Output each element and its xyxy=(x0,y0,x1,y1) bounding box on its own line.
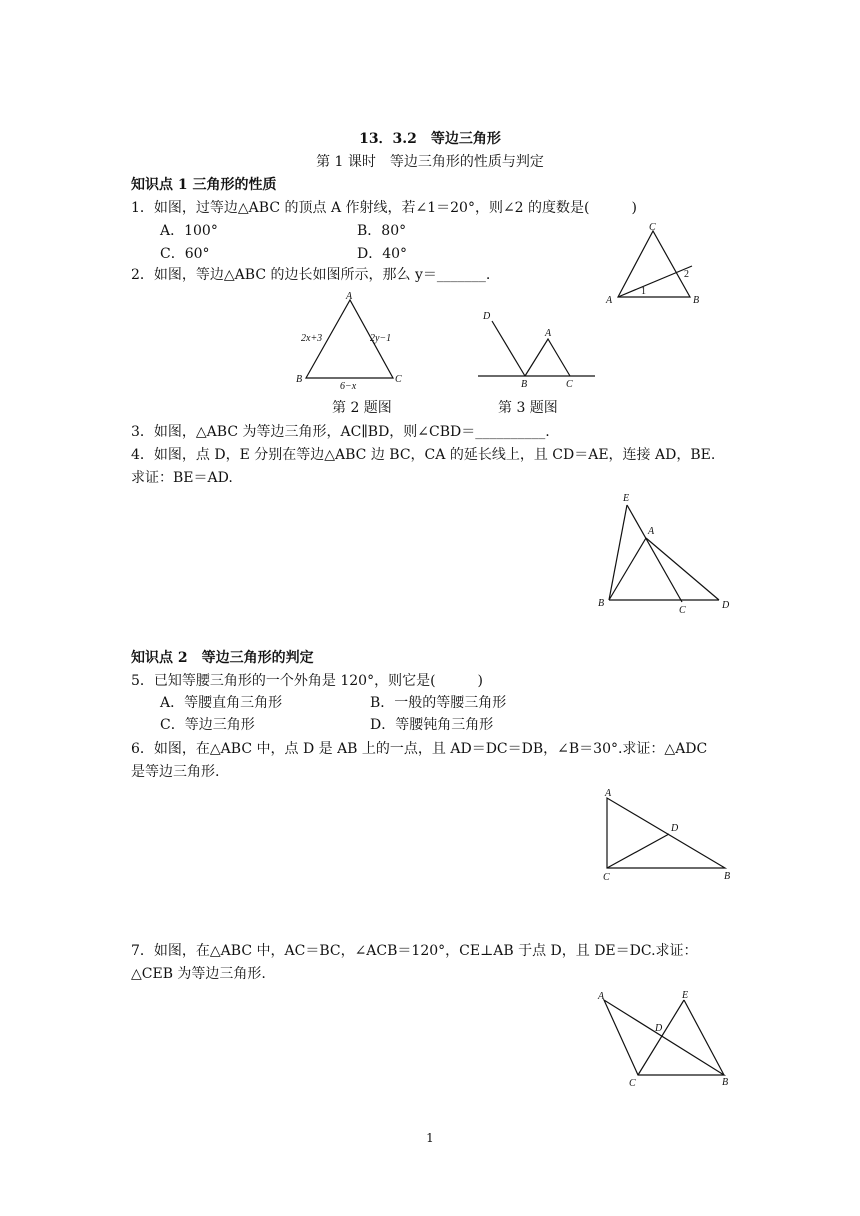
fig1-label-angle-1: 1 xyxy=(641,286,646,297)
fig1-label-a: A xyxy=(606,295,613,306)
question-7-line-1: 7．如图，在△ABC 中，AC＝BC，∠ACB＝120°，CE⊥AB 于点 D，且 DE＝DC.求证： xyxy=(131,943,698,959)
figure-2 xyxy=(290,288,410,393)
fig3-triangle xyxy=(525,339,570,376)
fig7-label-e: E xyxy=(682,990,689,1001)
fig4-segment-ad xyxy=(646,538,719,600)
fig2-label-right-side: 2y−1 xyxy=(370,333,392,344)
question-1-option-a: A．100° xyxy=(160,223,218,239)
fig4-label-c: C xyxy=(679,605,686,616)
fig1-label-c: C xyxy=(649,222,656,233)
fig4-label-a: A xyxy=(648,526,655,537)
section-1-title: 知识点 1 三角形的性质 xyxy=(131,177,277,193)
question-4-line-1: 4．如图，点 D，E 分别在等边△ABC 边 BC，CA 的延长线上，且 CD＝AE，连接 AD，BE. xyxy=(131,447,716,463)
question-5-option-a: A．等腰直角三角形 xyxy=(160,695,283,711)
figure-2-caption: 第 2 题图 xyxy=(332,400,392,416)
figure-1 xyxy=(600,220,710,310)
fig6-label-b: B xyxy=(724,871,731,882)
fig7-label-d: D xyxy=(655,1023,663,1034)
fig4-segment-ec xyxy=(627,505,682,602)
fig4-label-b: B xyxy=(598,598,605,609)
fig7-label-c: C xyxy=(629,1078,636,1089)
question-6-line-2: 是等边三角形. xyxy=(131,764,220,780)
section-2-title: 知识点 2 等边三角形的判定 xyxy=(131,650,314,666)
figure-6 xyxy=(595,785,740,885)
question-1-option-b: B．80° xyxy=(357,223,407,239)
question-4-line-2: 求证：BE＝AD. xyxy=(131,470,233,486)
fig1-label-b: B xyxy=(693,295,700,306)
fig2-label-b: B xyxy=(296,374,303,385)
fig6-triangle xyxy=(607,798,725,868)
figure-4 xyxy=(592,490,737,620)
fig2-label-c: C xyxy=(395,374,402,385)
fig6-label-a: A xyxy=(605,788,612,799)
question-1-text: 1．如图，过等边△ABC 的顶点 A 作射线，若∠1＝20°，则∠2 的度数是( ) xyxy=(131,200,637,216)
question-5-option-c: C．等边三角形 xyxy=(160,717,255,733)
question-6-line-1: 6．如图，在△ABC 中，点 D 是 AB 上的一点，且 AD＝DC＝DB，∠B＝30°.求证：△ADC xyxy=(131,741,708,757)
page-subtitle: 第 1 课时 等边三角形的性质与判定 xyxy=(316,154,544,170)
fig3-label-c: C xyxy=(566,379,573,390)
question-1-option-c: C．60° xyxy=(160,246,210,262)
fig7-label-b: B xyxy=(722,1077,729,1088)
page-number: 1 xyxy=(426,1131,434,1145)
question-5-text: 5．已知等腰三角形的一个外角是 120°，则它是( ) xyxy=(131,673,484,689)
fig7-label-a: A xyxy=(598,991,605,1002)
fig1-label-angle-2: 2 xyxy=(684,269,689,280)
figure-3 xyxy=(470,305,600,390)
fig1-triangle xyxy=(618,231,690,297)
fig6-segment-cd xyxy=(607,834,669,868)
question-3-text: 3．如图，△ABC 为等边三角形，AC∥BD，则∠CBD＝__________. xyxy=(131,424,550,440)
fig3-segment-bd xyxy=(492,321,525,376)
figure-7 xyxy=(592,985,740,1090)
fig7-segment-ce xyxy=(638,1000,684,1075)
fig2-label-a: A xyxy=(346,291,353,302)
fig3-label-b: B xyxy=(521,379,528,390)
question-7-line-2: △CEB 为等边三角形. xyxy=(131,966,266,982)
fig7-triangle-abc xyxy=(604,1000,724,1075)
page-title: 13．3.2 等边三角形 xyxy=(359,131,501,147)
fig6-label-c: C xyxy=(603,872,610,883)
figure-3-caption: 第 3 题图 xyxy=(498,400,558,416)
fig4-label-d: D xyxy=(722,600,730,611)
question-5-option-d: D．等腰钝角三角形 xyxy=(370,717,494,733)
question-1-option-d: D．40° xyxy=(357,246,408,262)
fig3-label-d: D xyxy=(483,311,491,322)
fig7-segment-eb xyxy=(684,1000,724,1075)
fig4-label-e: E xyxy=(623,493,630,504)
fig3-label-a: A xyxy=(545,328,552,339)
fig2-label-left-side: 2x+3 xyxy=(301,333,323,344)
fig6-label-d: D xyxy=(671,823,679,834)
fig2-label-bottom-side: 6−x xyxy=(340,381,357,392)
question-2-text: 2．如图，等边△ABC 的边长如图所示，那么 y＝_______. xyxy=(131,267,491,283)
question-5-option-b: B．一般的等腰三角形 xyxy=(370,695,507,711)
